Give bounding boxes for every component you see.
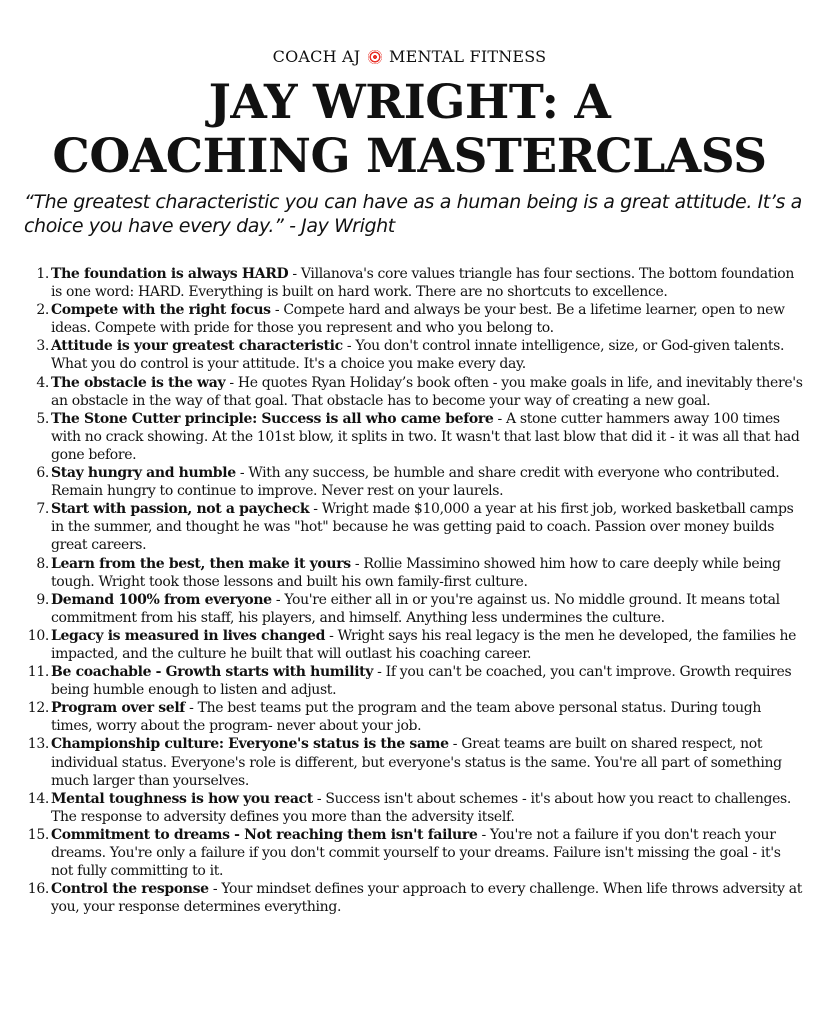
brand-tagline: MENTAL FITNESS [389, 47, 547, 66]
list-item: 9. Demand 100% from everyone - You're either all in or you're against us. No middle ground. It means total commitment from his staff, his players, and himself. Anything less undermines the culture. [14, 591, 804, 627]
title-line-2: COACHING MASTERCLASS [52, 129, 767, 184]
item-heading: Demand 100% from everyone [51, 591, 272, 608]
item-body: The best teams put the program and the team above personal status. During tough times, worry about the program- never about your job. [51, 700, 762, 735]
item-heading: Stay hungry and humble [51, 465, 236, 482]
item-number: 3. [36, 338, 49, 355]
page-title [0, 76, 819, 184]
item-heading: Be coachable - Growth starts with humility [51, 664, 374, 681]
list-item: 12. Program over self - The best teams put the program and the team above personal status. During tough times, worry about the program- never about your job. [14, 699, 804, 735]
item-heading: Championship culture: Everyone's status is the same [51, 736, 449, 753]
item-body: You're either all in or you're against us. No middle ground. It means total commitment from his staff, his players, and himself. Anything less undermines the culture. [51, 591, 780, 626]
item-body: With any success, be humble and share credit with everyone who contributed. Remain hungry to continue to improve. Never rest on your laurels. [51, 465, 780, 500]
list-item: 7. Start with passion, not a paycheck - Wright made $10,000 a year at his first job, worked basketball camps in the summer, and thought he was "hot" because he was getting paid to coach. Passion over money builds great careers. [14, 500, 804, 554]
list-item: 8. Learn from the best, then make it yours - Rollie Massimino showed him how to care deeply while being tough. Wright took those lessons and built his own family-first culture. [14, 555, 804, 591]
list-item: 5. The Stone Cutter principle: Success is all who came before - A stone cutter hammers away 100 times with no crack showing. At the 101st blow, it splits in two. It wasn't that last blow that did it - it was all that had gone before. [14, 410, 804, 464]
item-number: 8. [36, 555, 49, 572]
list-item: 1. The foundation is always HARD - Villanova's core values triangle has four sections. The bottom foundation is one word: HARD. Everything is built on hard work. There are no shortcuts to excellence. [14, 265, 804, 301]
item-number: 16. [27, 881, 49, 898]
list-item: 13. Championship culture: Everyone's status is the same - Great teams are built on shared respect, not individual status. Everyone's role is different, but everyone's status is the same. You're all part of something much larger than yourselves. [14, 735, 804, 789]
item-body: Compete hard and always be your best. Be a lifetime learner, open to new ideas. Compete with pride for those you represent and who you belong to. [51, 302, 785, 337]
quote: “The greatest characteristic you can have as a human being is a great attitude. It’s a choice you have every day.” - Jay Wright [24, 191, 802, 237]
item-body: Success isn't about schemes - it's about how you react to challenges. The response to adversity defines you more than the adversity itself. [51, 790, 791, 825]
item-body: You're not a failure if you don't reach your dreams. You're only a failure if you don't commit yourself to your dreams. Failure isn't missing the goal - it's not fully committing to it. [51, 826, 781, 880]
item-heading: The Stone Cutter principle: Success is all who came before [51, 410, 494, 427]
item-heading: Commitment to dreams - Not reaching them isn't failure [51, 826, 478, 843]
item-number: 6. [36, 465, 49, 482]
item-body: Great teams are built on shared respect, not individual status. Everyone's role is different, but everyone's status is the same. You're all part of something much larger than yourselves. [51, 736, 782, 789]
item-body: A stone cutter hammers away 100 times with no crack showing. At the 101st blow, it splits in two. It wasn't that last blow that did it - it was all that had gone before. [51, 410, 800, 463]
item-heading: Program over self [51, 700, 185, 717]
list-item: 10. Legacy is measured in lives changed - Wright says his real legacy is the men he developed, the families he impacted, and the culture he built that will outlast his coaching career. [14, 627, 804, 663]
item-body: He quotes Ryan Holiday’s book often - you make goals in life, and inevitably there's an obstacle in the way of that goal. That obstacle has to become your way of creating a new goal. [51, 374, 803, 409]
item-heading: The obstacle is the way [51, 374, 226, 391]
list-item: 2. Compete with the right focus - Compete hard and always be your best. Be a lifetime learner, open to new ideas. Compete with pride for those you represent and who you belong to. [14, 301, 804, 337]
item-number: 12. [27, 700, 49, 717]
title-line-1: JAY WRIGHT: A [208, 75, 611, 130]
list-item: 4. The obstacle is the way - He quotes Ryan Holiday’s book often - you make goals in life, and inevitably there's an obstacle in the way of that goal. That obstacle has to become your way of creating a new goal. [14, 374, 804, 410]
list-item: 3. Attitude is your greatest characteristic - You don't control innate intelligence, size, or God-given talents. What you do control is your attitude. It's a choice you make every day. [14, 337, 804, 373]
list-item: 16. Control the response - Your mindset defines your approach to every challenge. When life throws adversity at you, your response determines everything. [14, 880, 804, 916]
item-heading: Mental toughness is how you react [51, 790, 313, 807]
item-heading: Compete with the right focus [51, 302, 271, 319]
item-number: 1. [36, 266, 49, 282]
list-item: 14. Mental toughness is how you react - Success isn't about schemes - it's about how you react to challenges. The response to adversity defines you more than the adversity itself. [14, 790, 804, 826]
item-number: 10. [27, 627, 49, 644]
item-number: 15. [27, 826, 49, 843]
item-number: 14. [27, 790, 49, 807]
target-icon [368, 50, 382, 64]
points-list [14, 265, 804, 916]
item-heading: Start with passion, not a paycheck [51, 501, 310, 518]
item-body: Wright made $10,000 a year at his first job, worked basketball camps in the summer, and thought he was "hot" because he was getting paid to coach. Passion over money builds great careers. [51, 501, 794, 554]
item-body: You don't control innate intelligence, size, or God-given talents. What you do control is your attitude. It's a choice you make every day. [51, 338, 785, 373]
list-item: 15. Commitment to dreams - Not reaching them isn't failure - You're not a failure if you don't reach your dreams. You're only a failure if you don't commit yourself to your dreams. Failure isn't missing the goal - it's not fully committing to it. [14, 826, 804, 880]
item-number: 9. [36, 591, 49, 608]
brand-line [0, 47, 819, 66]
item-body: Villanova's core values triangle has four sections. The bottom foundation is one word: HARD. Everything is built on hard work. There are no shortcuts to excellence. [51, 266, 795, 301]
brand-name: COACH AJ [272, 47, 361, 66]
list-item: 6. Stay hungry and humble - With any success, be humble and share credit with everyone who contributed. Remain hungry to continue to improve. Never rest on your laurels. [14, 464, 804, 500]
item-number: 2. [36, 302, 49, 319]
item-number: 11. [27, 664, 49, 681]
item-body: If you can't be coached, you can't improve. Growth requires being humble enough to listen and adjust. [51, 664, 792, 699]
item-body: Wright says his real legacy is the men he developed, the families he impacted, and the culture he built that will outlast his coaching career. [51, 627, 797, 662]
item-body: Rollie Massimino showed him how to care deeply while being tough. Wright took those lessons and built his own family-first culture. [51, 555, 781, 590]
item-heading: Legacy is measured in lives changed [51, 627, 326, 644]
item-heading: The foundation is always HARD [51, 266, 289, 282]
item-number: 13. [27, 736, 49, 753]
item-heading: Attitude is your greatest characteristic [51, 338, 343, 355]
item-heading: Control the response [51, 881, 209, 898]
item-number: 4. [36, 374, 49, 391]
item-number: 7. [36, 501, 49, 518]
item-heading: Learn from the best, then make it yours [51, 555, 351, 572]
item-number: 5. [36, 410, 49, 427]
item-body: Your mindset defines your approach to every challenge. When life throws adversity at you, your response determines everything. [51, 881, 803, 916]
list-item: 11. Be coachable - Growth starts with humility - If you can't be coached, you can't improve. Growth requires being humble enough to listen and adjust. [14, 663, 804, 699]
